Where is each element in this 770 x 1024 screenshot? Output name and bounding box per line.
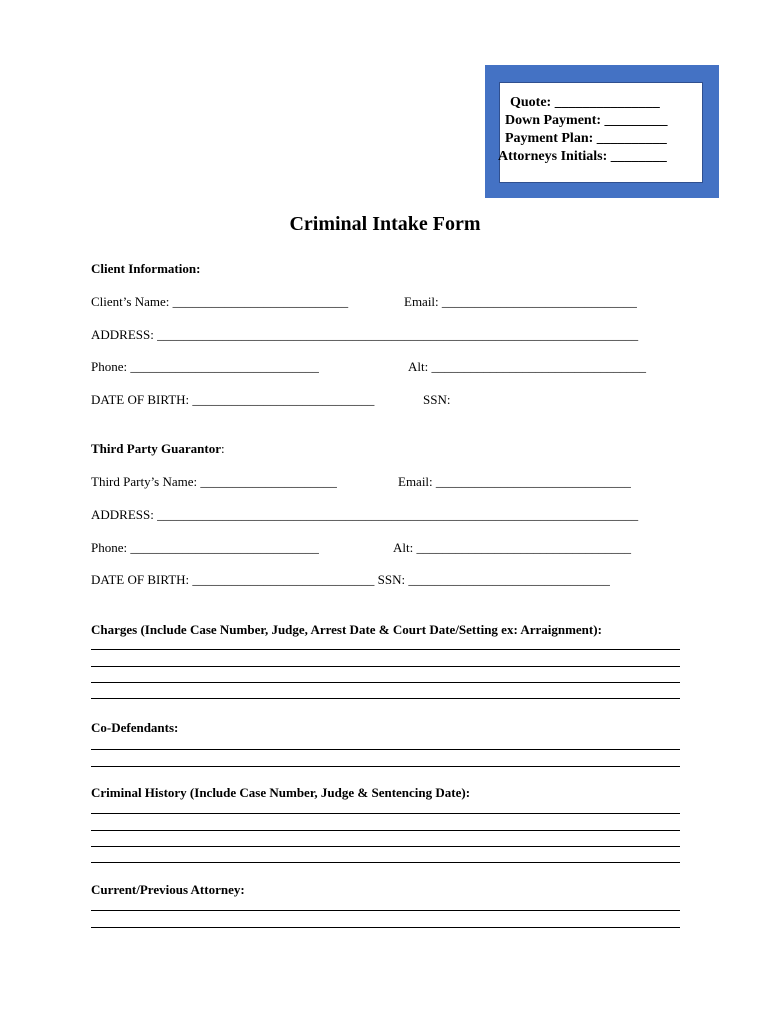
attorney-line[interactable]: [91, 927, 680, 928]
guarantor-alt-phone-field[interactable]: Alt: _________________________________: [393, 540, 631, 555]
codefendants-heading: Co-Defendants:: [91, 720, 179, 735]
guarantor-address-field[interactable]: ADDRESS: __________________________________________________________________________: [91, 507, 639, 522]
client-phone-field[interactable]: Phone: _____________________________: [91, 359, 319, 374]
charges-line[interactable]: [91, 649, 680, 650]
codefendants-line[interactable]: [91, 766, 680, 767]
charges-heading: Charges (Include Case Number, Judge, Arrest Date & Court Date/Setting ex: Arraignment):: [91, 622, 602, 637]
guarantor-heading-colon: :: [221, 441, 225, 456]
charges-line[interactable]: [91, 666, 680, 667]
criminal-history-line[interactable]: [91, 846, 680, 847]
criminal-history-heading: Criminal History (Include Case Number, Judge & Sentencing Date):: [91, 785, 471, 800]
attorney-heading: Current/Previous Attorney:: [91, 882, 245, 897]
criminal-history-line[interactable]: [91, 862, 680, 863]
quote-field[interactable]: Quote: _______________: [510, 95, 660, 110]
attorney-line[interactable]: [91, 910, 680, 911]
criminal-history-line[interactable]: [91, 830, 680, 831]
payment-plan-field[interactable]: Payment Plan: __________: [505, 131, 667, 146]
page-title: Criminal Intake Form: [289, 213, 481, 235]
attorneys-initials-field[interactable]: Attorneys Initials: ________: [498, 149, 667, 164]
criminal-history-line[interactable]: [91, 813, 680, 814]
guarantor-heading: [91, 441, 225, 457]
guarantor-dob-ssn-field[interactable]: DATE OF BIRTH: ____________________________ SSN: _______________________________: [91, 572, 610, 587]
client-email-field[interactable]: Email: ______________________________: [404, 294, 637, 309]
guarantor-name-field[interactable]: Third Party’s Name: _____________________: [91, 474, 337, 489]
client-name-field[interactable]: Client’s Name: ___________________________: [91, 294, 349, 309]
client-dob-field[interactable]: DATE OF BIRTH: ____________________________: [91, 392, 375, 407]
charges-line[interactable]: [91, 698, 680, 699]
down-payment-field[interactable]: Down Payment: _________: [505, 113, 668, 128]
client-ssn-field[interactable]: SSN:: [423, 392, 451, 407]
client-alt-phone-field[interactable]: Alt: _________________________________: [408, 359, 646, 374]
guarantor-email-field[interactable]: Email: ______________________________: [398, 474, 631, 489]
charges-line[interactable]: [91, 682, 680, 683]
guarantor-heading-text: Third Party Guarantor: [91, 441, 221, 456]
client-address-field[interactable]: ADDRESS: __________________________________________________________________________: [91, 327, 639, 342]
codefendants-line[interactable]: [91, 749, 680, 750]
client-information-heading: Client Information:: [91, 261, 201, 276]
guarantor-phone-field[interactable]: Phone: _____________________________: [91, 540, 319, 555]
